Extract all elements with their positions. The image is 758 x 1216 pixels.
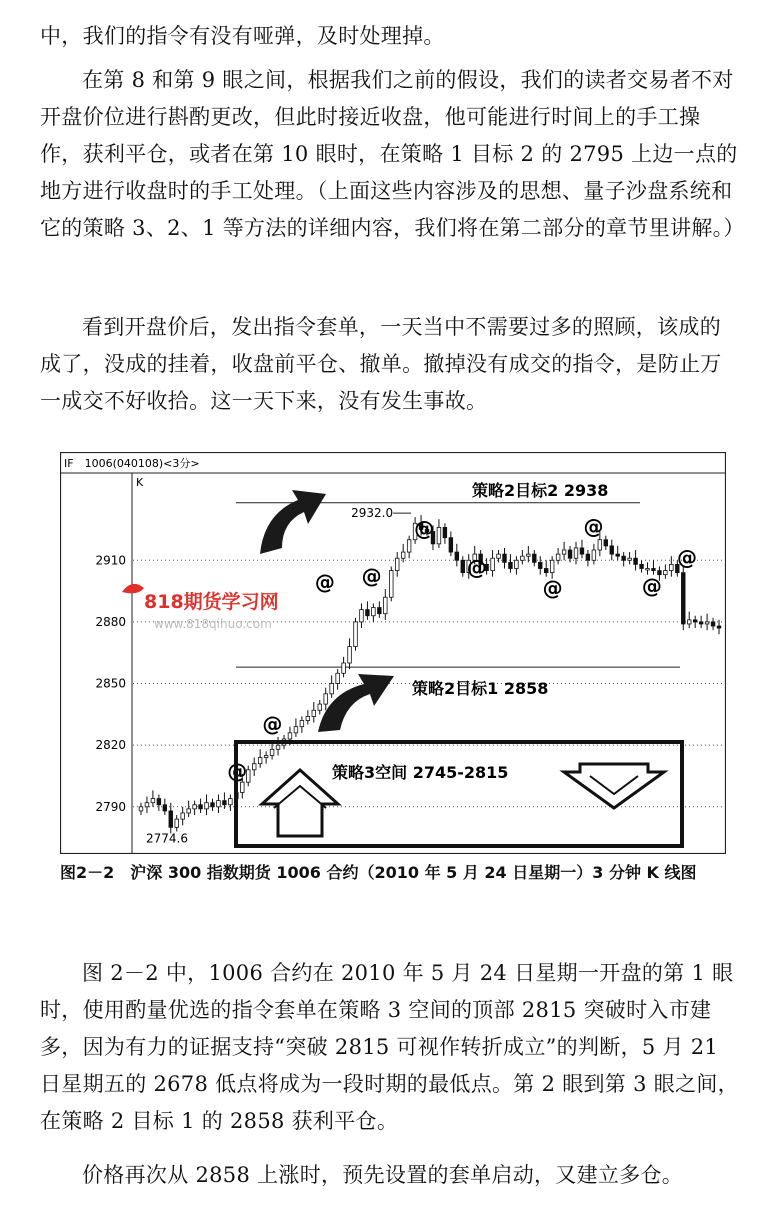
kline-chart-svg: [60, 452, 726, 854]
candle-body: [384, 597, 388, 613]
candle-body: [610, 546, 614, 554]
candle-body: [211, 803, 215, 807]
candle-body: [687, 620, 691, 624]
candle-body: [574, 548, 578, 558]
candle-body: [181, 813, 185, 819]
candle-body: [288, 733, 292, 739]
candle-body: [592, 550, 596, 560]
candle-body: [664, 571, 668, 575]
candle-body: [717, 626, 721, 628]
candle-body: [670, 564, 674, 570]
target2-annotation: 策略2目标2 2938: [472, 481, 609, 500]
candle-body: [580, 548, 584, 554]
candle-body: [449, 538, 453, 552]
candle-body: [145, 803, 149, 807]
trade-marker: @: [542, 576, 563, 601]
trade-marker: @: [466, 555, 487, 580]
candle-body: [622, 556, 626, 560]
candle-body: [604, 540, 608, 546]
candle-body: [169, 811, 173, 827]
candle-body: [240, 782, 244, 792]
candle-body: [270, 749, 274, 755]
y-tick-label: 2910: [95, 553, 126, 568]
candle-body: [366, 610, 370, 616]
candle-body: [532, 554, 536, 562]
paragraph-1: 在第 8 和第 9 眼之间，根据我们之前的假设，我们的读者交易者不对开盘价位进行斟酌更改，但此时接近收盘，他可能进行时间上的手工操作，获利平仓，或者在第 10 眼时，在策略 1 目标 2 的 2795 上边一点的地方进行收盘时的手工处理。（上面这些内容涉及的思想、量子沙盘系统和它的策略 3、2、1 等方法的详细内容，我们将在第二部分的章节里讲解。）: [40, 68, 745, 240]
high-label: 2932.0: [351, 506, 394, 521]
candle-body: [348, 647, 352, 663]
candle-body: [562, 550, 566, 554]
candle-body: [163, 805, 167, 811]
candle-body: [312, 710, 316, 716]
candle-body: [693, 620, 697, 622]
figure-caption: 图2－2 沪深 300 指数期货 1006 合约（2010 年 5 月 24 日星期一）3 分钟 K 线图: [60, 863, 697, 882]
candle-body: [395, 558, 399, 570]
y-tick-label: 2880: [95, 614, 126, 629]
trade-marker: @: [676, 545, 697, 570]
y-tick-label: 2850: [95, 676, 126, 691]
candle-body: [503, 554, 507, 562]
trade-marker: @: [414, 516, 435, 541]
candle-body: [705, 622, 709, 624]
candle-body: [217, 801, 221, 807]
candle-body: [389, 571, 393, 598]
kline-chart: [60, 452, 726, 854]
candle-body: [336, 673, 340, 683]
y-tick-label: 2820: [95, 738, 126, 753]
candle-body: [252, 764, 256, 770]
candle-body: [455, 552, 459, 560]
paragraph-4: 价格再次从 2858 上涨时，预先设置的套单启动，又建立多仓。: [82, 1163, 684, 1187]
candle-body: [318, 704, 322, 710]
candle-body: [634, 558, 638, 564]
candle-body: [527, 554, 531, 556]
candle-body: [598, 540, 602, 550]
y-tick-label: 2790: [95, 799, 126, 814]
trade-marker: @: [583, 514, 604, 539]
candle-body: [628, 558, 632, 560]
candle-body: [461, 560, 465, 572]
trade-marker: @: [262, 711, 283, 736]
candle-body: [556, 554, 560, 560]
candle-body: [151, 799, 155, 803]
trade-marker: @: [314, 570, 335, 595]
candle-body: [509, 562, 513, 568]
candle-body: [276, 745, 280, 749]
candle-body: [616, 554, 620, 556]
candle-body: [640, 564, 644, 568]
candle-body: [568, 550, 572, 558]
candle-body: [681, 573, 685, 624]
candle-body: [646, 569, 650, 571]
candle-body: [223, 801, 227, 805]
candle-body: [443, 527, 447, 537]
trade-marker: @: [227, 759, 248, 784]
candle-body: [711, 622, 715, 626]
candle-body: [544, 569, 548, 573]
candle-body: [550, 560, 554, 572]
candle-body: [139, 807, 143, 811]
trade-marker: @: [641, 574, 662, 599]
chart-header: IF 1006(040108)<3分>: [64, 457, 200, 470]
paragraph-2: 看到开盘价后，发出指令套单，一天当中不需要过多的照顾，该成的成了，没成的挂着，收盘前平仓、撤单。撤掉没有成交的指令，是防止万一成交不好收拾。这一天下来，没有发生事故。: [40, 315, 722, 413]
candle-body: [342, 663, 346, 673]
candle-body: [330, 684, 334, 694]
candle-body: [306, 716, 310, 720]
candle-body: [258, 758, 262, 764]
candle-body: [372, 608, 376, 616]
candle-body: [497, 554, 501, 558]
candle-body: [354, 622, 358, 647]
candle-body: [586, 554, 590, 560]
trade-marker: @: [361, 563, 382, 588]
text-line-top: 中，我们的指令有没有哑弹，及时处理掉。: [40, 24, 445, 48]
candle-body: [652, 569, 656, 571]
candle-body: [157, 799, 161, 805]
candle-body: [175, 819, 179, 827]
candle-body: [229, 799, 233, 805]
watermark-url: www.818qihuo.com: [154, 617, 272, 631]
candle-body: [300, 721, 304, 727]
candle-body: [521, 556, 525, 560]
candle-body: [378, 608, 382, 614]
candle-body: [324, 694, 328, 704]
candle-body: [294, 727, 298, 733]
target1-annotation: 策略2目标1 2858: [412, 679, 549, 698]
candle-body: [538, 562, 542, 568]
candle-body: [187, 809, 191, 813]
range3-annotation: 策略3空间 2745-2815: [332, 763, 509, 782]
candle-body: [205, 803, 209, 809]
candle-body: [407, 540, 411, 552]
watermark-title: 818期货学习网: [144, 591, 279, 613]
candle-body: [264, 755, 268, 757]
low-label: 2774.6: [146, 831, 188, 846]
candle-body: [193, 805, 197, 809]
candle-body: [360, 610, 364, 622]
paragraph-3: 图 2－2 中，1006 合约在 2010 年 5 月 24 日星期一开盘的第 1 眼时，使用酌量优选的指令套单在策略 3 空间的顶部 2815 突破时入市建多，因为有力的证据支持“突破 2815 可视作转折成立”的判断，5 月 21 日星期五的 2678 低点将成为一段时期的最低点。第 2 眼到第 3 眼之间，在策略 2 目标 1 的 2858 获利平仓。: [40, 961, 739, 1133]
candle-body: [699, 622, 703, 624]
corner-label: K: [136, 476, 144, 489]
candle-body: [401, 552, 405, 558]
candle-body: [515, 560, 519, 568]
candle-body: [491, 558, 495, 570]
candle-body: [199, 805, 203, 809]
candle-body: [437, 527, 441, 543]
